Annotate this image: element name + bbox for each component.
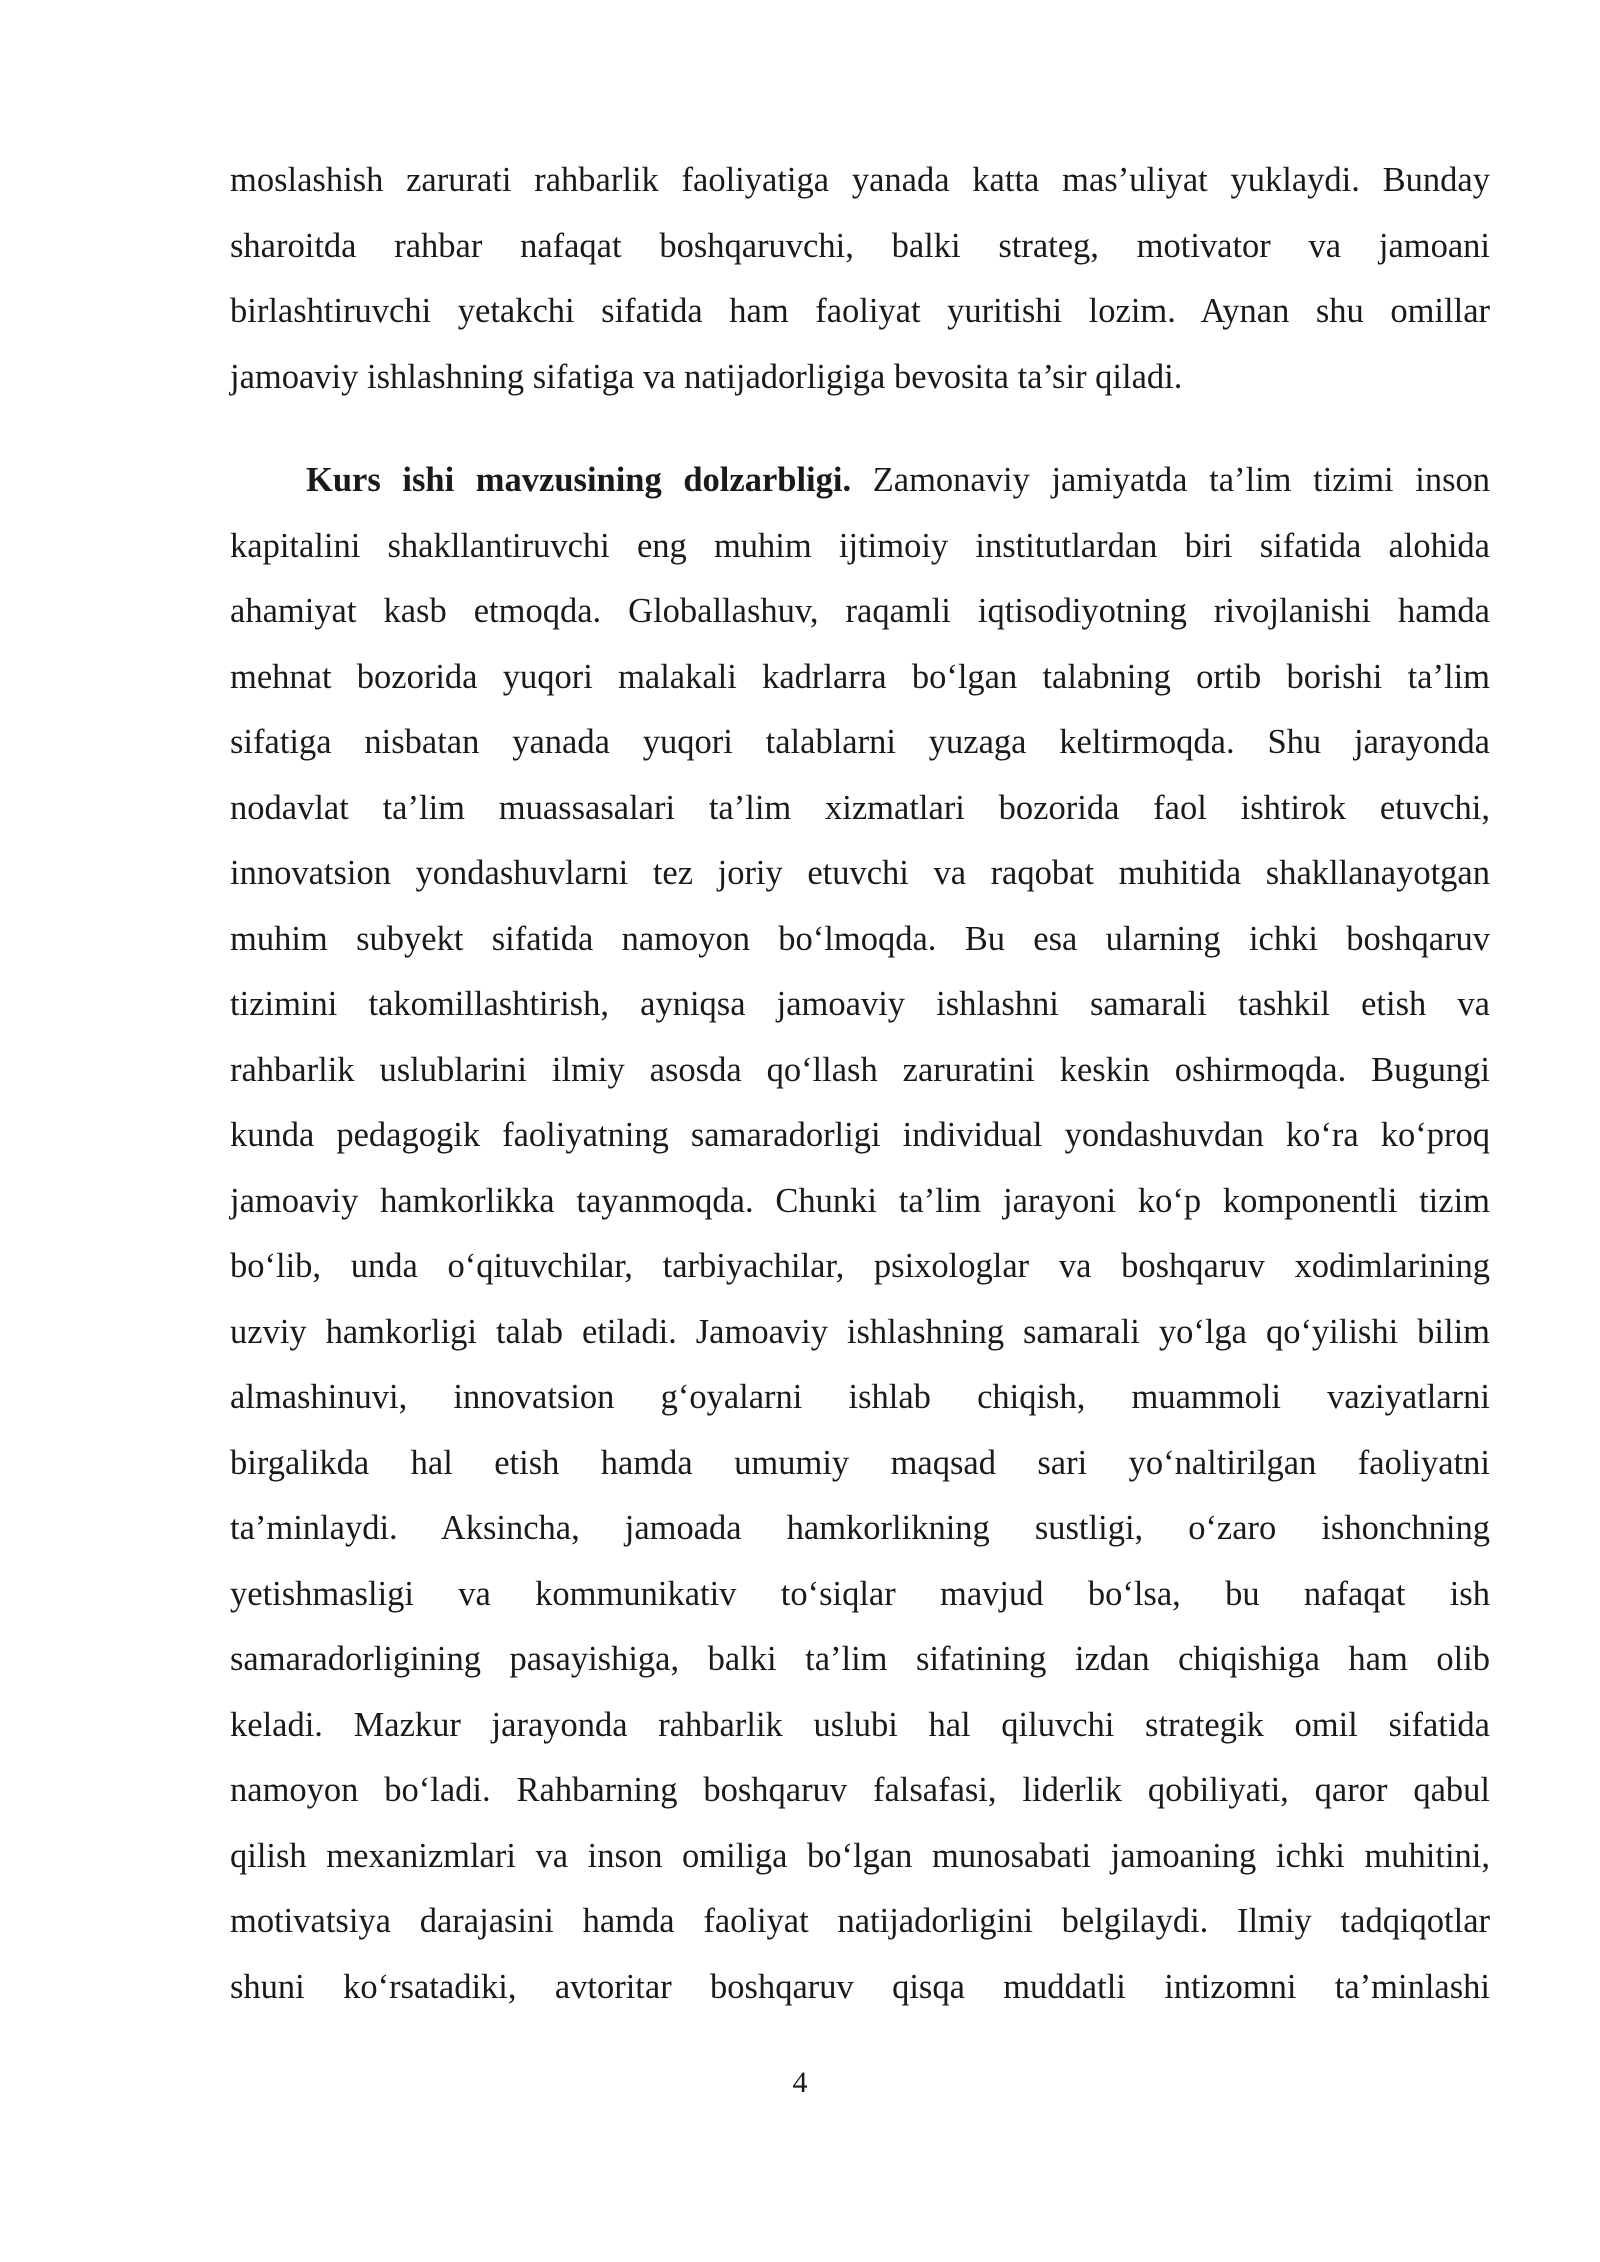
text-line: yetishmasligi va kommunikativ toʻsiqlar mavjud boʻlsa, bu nafaqat ish xyxy=(230,1574,1490,1613)
text-line: rahbarlik uslublarini ilmiy asosda qoʻllash zaruratini keskin oshirmoqda. Bugungi xyxy=(230,1050,1490,1089)
section-heading: Kurs ishi mavzusining dolzarbligi. xyxy=(306,461,852,499)
paragraph-spacer xyxy=(230,410,1490,448)
text-line: jamoaviy ishlashning sifatiga va natijadorligiga bevosita ta’sir qiladi. xyxy=(230,357,1183,396)
text-line: innovatsion yondashuvlarni tez joriy etuvchi va raqobat muhitida shakllanayotgan xyxy=(230,854,1490,892)
text-line: shuni koʻrsatadiki, avtoritar boshqaruv qisqa muddatli intizomni ta’minlashi xyxy=(230,1967,1490,2006)
document-body xyxy=(230,148,1490,2020)
text-line: kunda pedagogik faoliyatning samaradorligi individual yondashuvdan koʻra koʻproq xyxy=(230,1116,1490,1154)
text-line: birgalikda hal etish hamda umumiy maqsad sari yoʻnaltirilgan faoliyatni xyxy=(230,1443,1490,1482)
text-line-first xyxy=(230,448,1490,514)
text-line: samaradorligining pasayishiga, balki ta’lim sifatining izdan chiqishiga ham olib xyxy=(230,1640,1490,1678)
text-line: mehnat bozorida yuqori malakali kadrlarra boʻlgan talabning ortib borishi ta’lim xyxy=(230,657,1490,696)
text-line: almashinuvi, innovatsion gʻoyalarni ishlab chiqish, muammoli vaziyatlarni xyxy=(230,1378,1490,1416)
text-line: jamoaviy hamkorlikka tayanmoqda. Chunki ta’lim jarayoni koʻp komponentli tizim xyxy=(230,1181,1490,1220)
text-line: birlashtiruvchi yetakchi sifatida ham faoliyat yuritishi lozim. Aynan shu omillar xyxy=(230,292,1490,330)
text-line-rest: Zamonaviy jamiyatda ta’lim tizimi inson xyxy=(851,461,1490,499)
page-number: 4 xyxy=(792,2066,808,2099)
paragraph-relevance xyxy=(230,448,1490,2020)
text-line: sharoitda rahbar nafaqat boshqaruvchi, balki strateg, motivator va jamoani xyxy=(230,226,1490,265)
paragraph-intro xyxy=(230,148,1490,410)
text-line: namoyon boʻladi. Rahbarning boshqaruv falsafasi, liderlik qobiliyati, qaror qabul xyxy=(230,1771,1490,1809)
text-line: tizimini takomillashtirish, ayniqsa jamoaviy ishlashni samarali tashkil etish va xyxy=(230,985,1490,1023)
text-line: kapitalini shakllantiruvchi eng muhim ijtimoiy institutlardan biri sifatida alohida xyxy=(230,526,1490,565)
text-line: moslashish zarurati rahbarlik faoliyatiga yanada katta mas’uliyat yuklaydi. Bunday xyxy=(230,161,1490,199)
text-line: motivatsiya darajasini hamda faoliyat natijadorligini belgilaydi. Ilmiy tadqiqotlar xyxy=(230,1902,1490,1940)
text-line: sifatiga nisbatan yanada yuqori talablarni yuzaga keltirmoqda. Shu jarayonda xyxy=(230,723,1490,761)
text-line: ta’minlaydi. Aksincha, jamoada hamkorlikning sustligi, oʻzaro ishonchning xyxy=(230,1509,1490,1547)
text-line: muhim subyekt sifatida namoyon boʻlmoqda. Bu esa ularning ichki boshqaruv xyxy=(230,919,1490,958)
text-line: keladi. Mazkur jarayonda rahbarlik uslubi hal qiluvchi strategik omil sifatida xyxy=(230,1705,1490,1744)
text-line: qilish mexanizmlari va inson omiliga boʻlgan munosabati jamoaning ichki muhitini, xyxy=(230,1836,1490,1875)
text-line: boʻlib, unda oʻqituvchilar, tarbiyachilar, psixologlar va boshqaruv xodimlarining xyxy=(230,1247,1490,1285)
text-line: uzviy hamkorligi talab etiladi. Jamoaviy ishlashning samarali yoʻlga qoʻyilishi bilim xyxy=(230,1312,1490,1351)
text-line: ahamiyat kasb etmoqda. Globallashuv, raqamli iqtisodiyotning rivojlanishi hamda xyxy=(230,592,1490,630)
text-line: nodavlat ta’lim muassasalari ta’lim xizmatlari bozorida faol ishtirok etuvchi, xyxy=(230,788,1490,827)
